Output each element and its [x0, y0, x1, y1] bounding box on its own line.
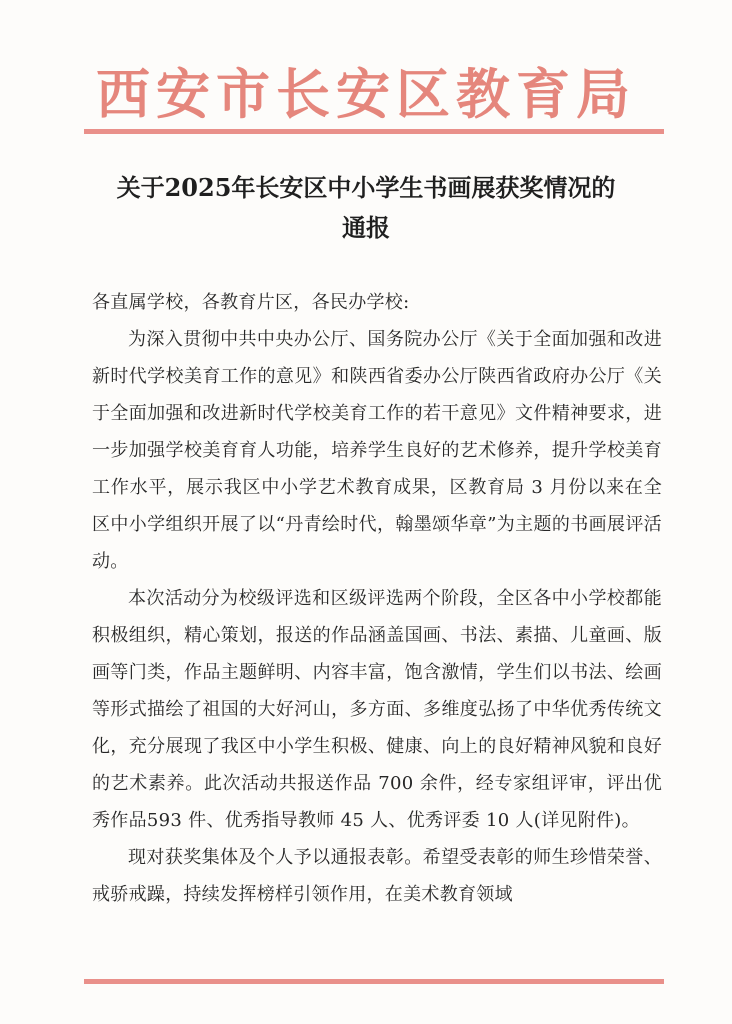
- salutation: 各直属学校，各教育片区，各民办学校:: [92, 292, 410, 313]
- paragraph-1: 为深入贯彻中共中央办公厅、国务院办公厅《关于全面加强和改进新时代学校美育工作的意见》和陕西省委办公厅陕西省政府办公厅《关于全面加强和改进新时代学校美育工作的若干意见》文件精神要求，进一步加强学校美育育人功能，培养学生良好的艺术修养，提升学校美育工作水平，展示我区中小学艺术教育成果，区教育局 3 月份以来在全区中小学组织开展了以“丹青绘时代，翰墨颂华章”为主题的书画展评活动。: [92, 329, 662, 572]
- document-title-line-2: 通报: [342, 213, 390, 242]
- footer-red-rule: [84, 979, 664, 984]
- document-title-line-1: 关于2025年长安区中小学生书画展获奖情况的: [116, 173, 616, 202]
- issuing-authority-heading: 西安市长安区教育局: [96, 62, 636, 126]
- paragraph-3: 现对获奖集体及个人予以通报表彰。希望受表彰的师生珍惜荣誉、戒骄戒躁，持续发挥榜样引领作用，在美术教育领域: [92, 847, 662, 905]
- paragraph-2: 本次活动分为校级评选和区级评选两个阶段，全区各中小学校都能积极组织，精心策划，报送的作品涵盖国画、书法、素描、儿童画、版画等门类，作品主题鲜明、内容丰富，饱含激情，学生们以书法、绘画等形式描绘了祖国的大好河山，多方面、多维度弘扬了中华优秀传统文化，充分展现了我区中小学生积极、健康、向上的良好精神风貌和良好的艺术素养。此次活动共报送作品 700 余件，经专家组评审，评出优秀作品593 件、优秀指导教师 45 人、优秀评委 10 人(详见附件)。: [92, 588, 662, 831]
- document-body: [92, 284, 662, 913]
- document-title: [60, 168, 672, 248]
- header-red-rule: [84, 129, 664, 134]
